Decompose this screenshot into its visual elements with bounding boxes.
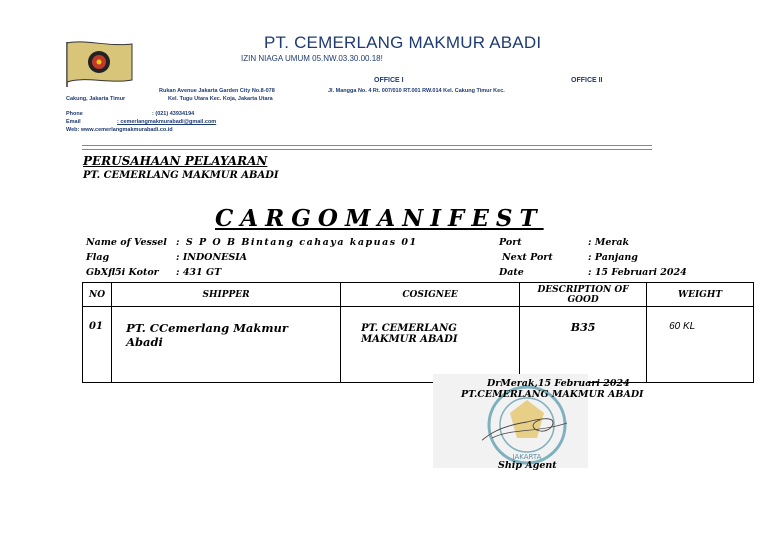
vessel-name-value: : S P O B Bintang cahaya kapuas 01 bbox=[176, 237, 418, 248]
header-divider bbox=[82, 145, 652, 146]
email-label: Email bbox=[66, 119, 81, 125]
gross-tonnage-label: GbXfl5i Kotor bbox=[86, 267, 159, 278]
column-header-weight: WEIGHT bbox=[647, 283, 754, 307]
shipper-line1: PT. CCemerlang Makmur bbox=[126, 321, 288, 335]
phone-label: Phone bbox=[66, 111, 83, 117]
date-value: : 15 Februari 2024 bbox=[588, 267, 687, 278]
office2-address: Jl. Mangga No. 4 Rt. 007/010 RT.001 RW.014 Kel. Cakung Timur Kec. bbox=[328, 88, 505, 94]
column-header-description: DESCRIPTION OF GOOD bbox=[520, 283, 647, 307]
signature-place-date: DrMerak,15 Februari 2024 bbox=[487, 378, 630, 389]
cell-goods: B35 bbox=[520, 307, 647, 383]
email-link[interactable]: : cemerlangmakmurabadi@gmail.com bbox=[117, 119, 217, 125]
website: Web: www.cemerlangmakmurabadi.co.id bbox=[66, 127, 173, 133]
office2-city: Cakung, Jakarta Timur bbox=[66, 96, 126, 102]
flag-label: Flag bbox=[86, 252, 110, 263]
office1-address-line2: Kel. Tugu Utara Kec. Koja, Jakarta Utara bbox=[168, 96, 273, 102]
port-value: : Merak bbox=[588, 237, 630, 248]
column-header-shipper: SHIPPER bbox=[112, 283, 341, 307]
port-label: Port bbox=[499, 237, 522, 248]
signature-company: PT.CEMERLANG MAKMUR ABADI bbox=[461, 389, 644, 400]
gross-tonnage-value: : 431 GT bbox=[176, 267, 222, 278]
cell-shipper bbox=[112, 307, 341, 383]
next-port-value: : Panjang bbox=[588, 252, 638, 263]
vessel-name-label: Name of Vessel bbox=[86, 237, 167, 248]
table-header-row bbox=[83, 283, 754, 307]
stamp-text: JAKARTA bbox=[512, 453, 542, 461]
email-row bbox=[66, 119, 216, 125]
company-name-subheading: PT. CEMERLANG MAKMUR ABADI bbox=[83, 170, 279, 181]
phone-value: : (021) 43934194 bbox=[152, 111, 195, 117]
manifest-table bbox=[82, 282, 754, 383]
column-header-cosignee: COSIGNEE bbox=[341, 283, 520, 307]
document-title: CARGOMANIFEST bbox=[215, 205, 544, 232]
office1-address-line1: Rukan Avenue Jakarta Garden City No.8-078 bbox=[159, 88, 275, 94]
cosignee-line2: MAKMUR ABADI bbox=[361, 334, 458, 345]
cosignee-line1: PT. CEMERLANG bbox=[361, 323, 457, 334]
cell-no: 01 bbox=[83, 307, 112, 383]
letterhead-company-name: PT. CEMERLANG MAKMUR ABADI bbox=[264, 33, 542, 52]
header-divider-thin bbox=[82, 149, 652, 150]
cell-cosignee bbox=[341, 307, 520, 383]
flag-value: : INDONESIA bbox=[176, 252, 248, 263]
office1-label: OFFICE I bbox=[374, 77, 404, 84]
phone-row bbox=[66, 111, 194, 117]
company-type-heading: PERUSAHAAN PELAYARAN bbox=[83, 154, 268, 168]
company-flag-logo bbox=[64, 40, 134, 88]
office2-label: OFFICE II bbox=[571, 77, 603, 84]
table-row bbox=[83, 307, 754, 383]
letterhead-permit: IZIN NIAGA UMUM 05.NW.03.30.00.18! bbox=[241, 54, 383, 63]
signature-role: Ship Agent bbox=[498, 460, 557, 471]
date-label: Date bbox=[499, 267, 524, 278]
column-header-no: NO bbox=[83, 283, 112, 307]
cell-weight: 60 KL bbox=[647, 307, 754, 383]
shipper-line2: Abadi bbox=[126, 335, 163, 349]
next-port-label: Next Port bbox=[502, 252, 553, 263]
